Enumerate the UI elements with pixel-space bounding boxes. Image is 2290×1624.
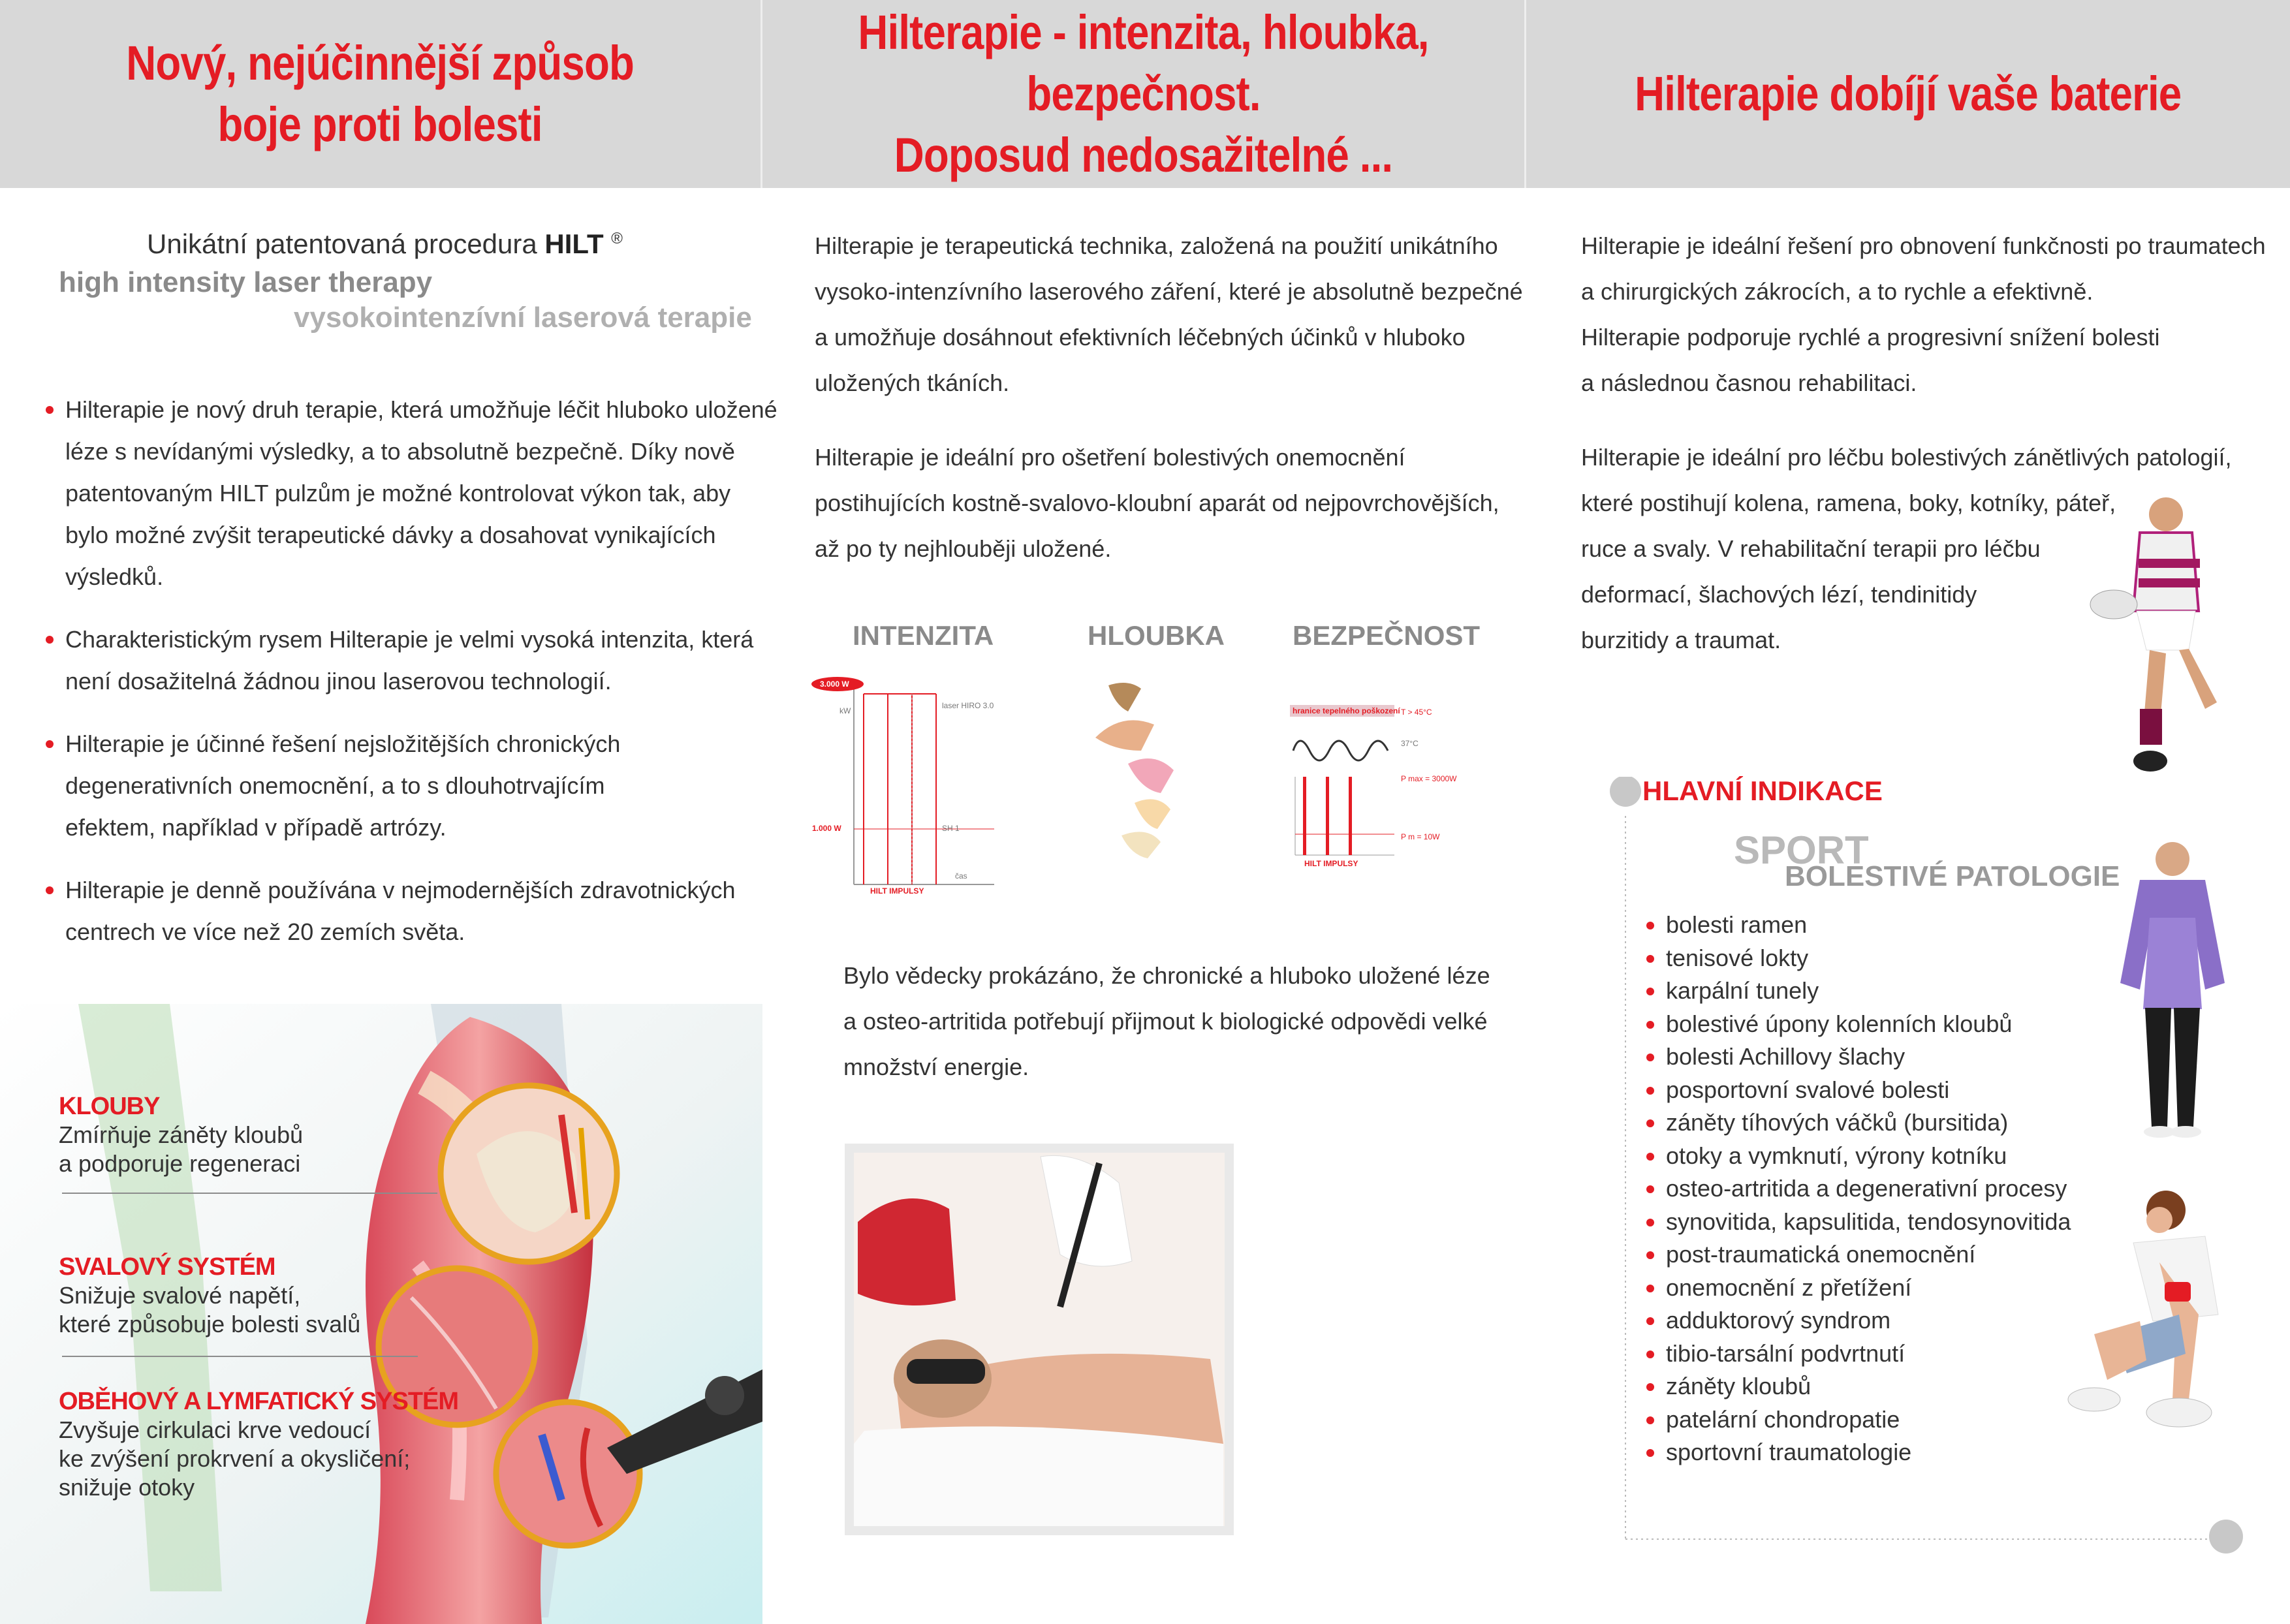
- bullet-dot: [1646, 1449, 1654, 1457]
- bullet-dot: [1646, 1285, 1654, 1292]
- woman-knee-pain-photo: [2055, 1184, 2264, 1445]
- panel-intensity: [762, 0, 1526, 1624]
- depth-illustration: [1089, 672, 1200, 862]
- bullet-dot: [1646, 1021, 1654, 1029]
- treatment-photo: [845, 1144, 1234, 1535]
- bullet-item: Hilterapie je nový druh terapie, která umožňuje léčit hluboko uložené léze s nevídanými výsledky, a to absolutně bezpečně. Díky nově patentovaným HILT pulzům je možné kontrolovat výkon tak, aby bylo možné zvýšit terapeutické dávky a dosahovat vynikajících výsledků.: [65, 389, 777, 598]
- indication-item: tenisové lokty: [1666, 942, 2071, 975]
- panel2-header: [762, 0, 1526, 188]
- protective-goggles: [907, 1359, 985, 1384]
- indication-item: posportovní svalové bolesti: [1666, 1074, 2071, 1107]
- panel2-paragraph-1: Hilterapie je terapeutická technika, založená na použití unikátního vysoko-intenzívního laserového záření, které je absolutně bezpečné a umožňuje dosáhnout efektivních léčebných účinků v hluboko uložených tkáních.: [815, 232, 1523, 396]
- bullet-dot: [1646, 955, 1654, 963]
- y-axis-label: kW: [839, 706, 851, 715]
- laser-device: [858, 1198, 956, 1305]
- indication-item: tibio-tarsální podvrtnutí: [1666, 1337, 2071, 1371]
- panel-recharge: [1526, 0, 2290, 1624]
- bullet-dot: [1646, 1087, 1654, 1095]
- temp-high-label: T > 45°C: [1401, 708, 1432, 717]
- bullet-dot: [1646, 1185, 1654, 1193]
- safety-pulse: [1349, 777, 1352, 855]
- indication-item: onemocnění z přetížení: [1666, 1272, 2071, 1305]
- indications-list: [1666, 909, 2071, 1469]
- bullet-dot: [1646, 988, 1654, 995]
- panel3-paragraph-1: Hilterapie je ideální řešení pro obnovení funkčnosti po traumatech a chirurgických zákrocích, a to rychle a efektivně. Hilterapie podporuje rychlé a progresivní snížení bolesti a následnou časnou rehabilitaci.: [1581, 232, 2266, 396]
- indication-item: bolesti Achillovy šlachy: [1666, 1040, 2071, 1074]
- bullet-dot: [46, 740, 54, 748]
- intensity-title: INTENZITA: [853, 620, 994, 651]
- tagline-en: high intensity laser therapy: [59, 266, 433, 298]
- panel3-header: [1526, 0, 2290, 188]
- bullet-dot: [46, 406, 54, 414]
- sport-label: SPORT: [1734, 828, 1869, 872]
- indication-item: otoky a vymknutí, výrony kotníku: [1666, 1140, 2071, 1173]
- damage-limit-label: hranice tepelného poškození: [1293, 706, 1400, 715]
- indication-item: adduktorový syndrom: [1666, 1304, 2071, 1337]
- panel3-paragraph-2: Hilterapie je ideální pro léčbu bolestivých zánětlivých patologií, které postihují kolena, ramena, boky, kotníky, páteř, ruce a svaly. V rehabilitační terapii pro léčbu deformací, šlachových lézí, tendinitidy burzitidy a traumat.: [1581, 444, 2232, 653]
- bullet-item: Hilterapie je účinné řešení nejsložitějších chronických degenerativních onemocnění, a to s dlouhotrvajícím efektem, například v případě artrózy.: [65, 723, 777, 849]
- tagline-cz: vysokointenzívní laserová terapie: [294, 302, 752, 334]
- bullet-dot: [1646, 922, 1654, 929]
- frame-top-dot: [1610, 777, 1641, 807]
- peak-label: 3.000 W: [820, 679, 849, 689]
- panel2-title: Hilterapie - intenzita, hloubka, bezpečnost. Doposud nedosažitelné ...: [858, 5, 1429, 182]
- indication-item: bolesti ramen: [1666, 909, 2071, 942]
- man-tracksuit-photo: [2094, 839, 2244, 1140]
- bullet-dot: [1646, 1054, 1654, 1061]
- low-label: 1.000 W: [812, 824, 841, 833]
- bullet-dot: [1646, 1351, 1654, 1358]
- panel-pain: [0, 0, 777, 1624]
- safety-title: BEZPEČNOST: [1293, 620, 1481, 651]
- depth-title: HLOUBKA: [1088, 620, 1225, 651]
- frame-bottom-dot: [2209, 1520, 2243, 1554]
- bullet-dot: [46, 636, 54, 644]
- procedure-brand: HILT: [544, 228, 604, 259]
- series-label: laser HIRO 3.0: [942, 701, 994, 710]
- bullet-item: Hilterapie je denně používána v nejmodernějších zdravotnických centrech ve více než 20 zemích světa.: [65, 869, 777, 953]
- panel3-title: Hilterapie dobíjí vaše baterie: [1635, 67, 2182, 121]
- bullet-item: Charakteristickým rysem Hilterapie je velmi vysoká intenzita, která není dosažitelná žádnou jinou laserovou technologií.: [65, 619, 777, 702]
- bullet-dot: [1646, 1383, 1654, 1391]
- safety-graph: [1290, 705, 1460, 875]
- indication-item: osteo-artritida a degenerativní procesy: [1666, 1172, 2071, 1206]
- pulse-label: HILT IMPULSY: [870, 886, 924, 896]
- indications-heading: HLAVNÍ INDIKACE: [1642, 775, 1883, 806]
- safety-chart: [1290, 705, 1460, 875]
- safety-pulse-label: HILT IMPULSY: [1304, 859, 1358, 868]
- reference-label: SH 1: [942, 824, 960, 833]
- pm-label: P m = 10W: [1401, 832, 1440, 841]
- bullet-dot: [46, 886, 54, 894]
- bullet-dot: [1646, 1219, 1654, 1226]
- anatomy-label-joints: KLOUBY Zmírňuje záněty kloubů a podporuje regeneraci: [59, 1093, 304, 1177]
- bullet-dot: [1646, 1153, 1654, 1161]
- safety-pulse: [1303, 777, 1306, 855]
- pain-pathologies-label: BOLESTIVÉ PATOLOGIE: [1785, 860, 2120, 892]
- anatomy-label-muscles: SVALOVÝ SYSTÉM Snižuje svalové napětí, které způsobuje bolesti svalů: [59, 1253, 361, 1337]
- rugby-ball: [2090, 590, 2137, 619]
- x-axis-label: čas: [955, 871, 967, 881]
- temp-base-label: 37°C: [1401, 739, 1419, 748]
- bullet-dot: [1646, 1416, 1654, 1424]
- rugby-player-photo: [2068, 493, 2264, 781]
- panel1-header: [0, 0, 762, 188]
- panel2-paragraph-3: Bylo vědecky prokázáno, že chronické a hluboko uložené léze a osteo-artritida potřebují přijmout k biologické odpovědi velké množství energie.: [843, 962, 1490, 1080]
- panel1-bullets: [65, 389, 777, 974]
- indication-item: synovitida, kapsulitida, tendosynovitida: [1666, 1206, 2071, 1239]
- intensity-chart: [808, 672, 1004, 901]
- procedure-line: Unikátní patentovaná procedura HILT ®: [147, 228, 623, 259]
- bullet-dot: [1646, 1119, 1654, 1127]
- pmax-label: P max = 3000W: [1401, 774, 1457, 783]
- indication-item: patelární chondropatie: [1666, 1403, 2071, 1437]
- indication-item: post-traumatická onemocnění: [1666, 1238, 2071, 1272]
- indication-item: bolestivé úpony kolenních kloubů: [1666, 1008, 2071, 1041]
- panel2-paragraph-2: Hilterapie je ideální pro ošetření bolestivých onemocnění postihujících kostně-svalovo-kloubní aparát od nejpovrchovějších, až po ty nejhlouběji uložené.: [815, 444, 1499, 562]
- anatomy-label-circulation: OBĚHOVÝ A LYMFATICKÝ SYSTÉM Zvyšuje cirkulaci krve vedoucí ke zvýšení prokrvení a okysličení; snižuje otoky: [59, 1388, 459, 1501]
- indication-item: sportovní traumatologie: [1666, 1436, 2071, 1469]
- indication-item: záněty kloubů: [1666, 1370, 2071, 1403]
- indication-item: záněty tíhových váčků (bursitida): [1666, 1106, 2071, 1140]
- bullet-dot: [1646, 1317, 1654, 1325]
- safety-pulse: [1326, 777, 1329, 855]
- bullet-dot: [1646, 1251, 1654, 1259]
- panel1-title: Nový, nejúčinnější způsob boje proti bolesti: [126, 36, 635, 151]
- indication-item: karpální tunely: [1666, 975, 2071, 1008]
- zoom-circle-vessels: [496, 1402, 640, 1546]
